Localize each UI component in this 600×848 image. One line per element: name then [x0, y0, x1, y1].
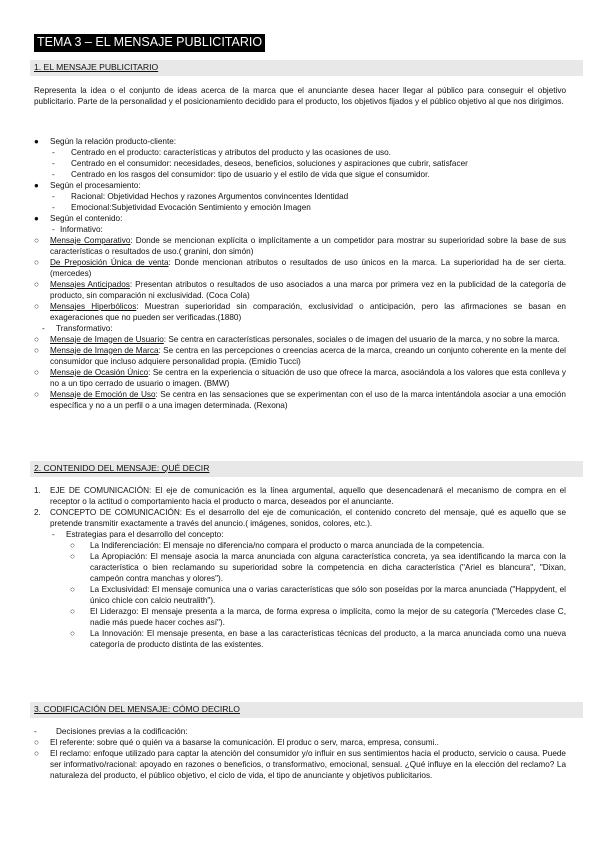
bullet-icon: ●: [34, 180, 39, 190]
list-item: - Centrado en el producto: características y atributos del producto y las ocasiones de uso.: [52, 147, 391, 157]
list-item: - Centrado en los rasgos del consumidor: tipo de usuario y el estilo de vida que sigue el consumidor.: [52, 169, 430, 179]
circle-bullet-icon: ○: [70, 551, 75, 561]
circle-bullet-icon: ○: [34, 257, 39, 267]
criteria-relacion: ● Según la relación producto-cliente:: [34, 137, 177, 146]
subheading-estrategias: - Estrategias para el desarrollo del concepto:: [52, 529, 224, 539]
dash-icon: -: [52, 202, 55, 212]
list-item: ○ De Preposición Única de venta: Donde mencionan atributos o resultados de uso únicos en la marca. La superioridad ha de ser cierta. (mercedes): [34, 257, 566, 278]
dash-icon: -: [52, 529, 55, 539]
list-item: ○ La Innovación: El mensaje presenta, en base a las características técnicas del producto, a la marca anunciada como una nueva categoría de producto distinta de las existentes.: [70, 628, 566, 649]
list-item: - Emocional:Subjetividad Evocación Sentimiento y emoción Imagen: [52, 202, 311, 212]
circle-bullet-icon: ○: [34, 345, 39, 355]
criteria-procesamiento: ● Según el procesamiento:: [34, 180, 141, 190]
list-item: ○ Mensaje de Imagen de Marca: Se centra en las percepciones o creencias acerca de la marca, creando un conjunto coherente en la mente del consumidor que incluso adquiere personalidad propia. (Emidio Tucci): [34, 345, 566, 366]
list-item: ○ Mensaje de Emoción de Uso: Se centra en las sensaciones que se experimentan con el uso de la marca intentándola asociar a una emoción específica y no a un perfil o a una imagen determinada. (Rexona): [34, 389, 566, 410]
section-3-heading: 3. CODIFICACIÓN DEL MENSAJE: CÓMO DECIRLO: [30, 702, 583, 718]
s2-content-list: [34, 486, 566, 651]
subheading-decisiones: - Decisiones previas a la codificación:: [34, 727, 188, 736]
list-item: ○ Mensaje de Imagen de Usuario: Se centra en características personales, sociales o de imagen del usuario de la marca, y no sobre la marca.: [34, 334, 560, 344]
list-item: ○ La Exclusividad: El mensaje comunica una o varias características que sólo son poseídas por la marca anunciada ("Happydent, el único chicle con calcio neutralith").: [70, 584, 566, 605]
subheading-informativo: - Informativo:: [52, 224, 103, 234]
list-item: - Centrado en el consumidor: necesidades, deseos, beneficios, soluciones y aspiraciones que cubrir, satisfacer: [52, 158, 468, 168]
circle-bullet-icon: ○: [70, 540, 75, 550]
section-1-heading: 1. EL MENSAJE PUBLICITARIO: [30, 60, 583, 76]
circle-bullet-icon: ○: [70, 628, 75, 638]
list-item: 1. EJE DE COMUNICACIÓN: El eje de comunicación es la línea argumental, aquello que desencadenará el mecanismo de compra en el receptor o la actitud o comportamiento hacia el producto o marca, deseados por el anunciante.: [34, 486, 566, 506]
list-item: ○ Mensajes Hiperbólicos: Muestran superioridad sin comparación, exclusividad o anticipación, pero las afirmaciones se basan en exageraciones que no pueden ser verificadas.(1880): [34, 301, 566, 322]
circle-bullet-icon: ○: [34, 748, 39, 758]
subheading-transformativo: - Transformativo:: [42, 323, 113, 333]
list-item: ○ El referente: sobre qué o quién va a basarse la comunicación. El produc o serv, marca, empresa, consumi..: [34, 737, 439, 747]
dash-icon: -: [52, 158, 55, 168]
list-item: ○ Mensaje de Ocasión Único: Se centra en la experiencia o situación de uso que ofrece la marca, asociándola a los valores que esta conlleva y no a un tipo cerrado de usuario o imagen. (BMW): [34, 367, 566, 388]
list-item: ○ El reclamo: enfoque utilizado para captar la atención del consumidor y/o influir en sus sentimientos hacia el producto, servicio o causa. Puede ser informativo/racional: apoyado en razones o beneficios, o transformativo, emocional, sensual. ¿Qué influye en la elección del reclamo? La naturaleza del producto, el público objetivo, el ciclo de vida, el tipo de anunciante y objetivos publicitarios.: [34, 748, 566, 780]
list-item: ○ Mensaje Comparativo: Donde se mencionan explícita o implícitamente a un competidor para mostrar su superioridad sobre la base de sus características o resultados de uso.( granini, don simón): [34, 235, 566, 256]
circle-bullet-icon: ○: [34, 235, 39, 245]
dash-icon: -: [52, 169, 55, 179]
document-title: TEMA 3 – EL MENSAJE PUBLICITARIO: [34, 34, 265, 52]
circle-bullet-icon: ○: [34, 301, 39, 311]
criteria-contenido: ● Según el contenido:: [34, 213, 123, 223]
list-item: ○ Mensajes Anticipados: Presentan atributos o resultados de uso asociados a una marca por primera vez en la publicidad de la categoría de producto, sin comparación ni exclusividad. (Coca Cola): [34, 279, 566, 300]
s1-criteria-list: [34, 137, 566, 412]
section-2-heading: 2. CONTENIDO DEL MENSAJE: QUÉ DECIR: [30, 461, 583, 477]
s1-intro: Representa la idea o el conjunto de ideas acerca de la marca que el anunciante desea hacer llegar al público para conseguir el objetivo publicitario. Parte de la personalidad y el posicionamiento decidido para el producto, los objetivos fijados y el público objetivo al que nos dirigimos.: [34, 86, 566, 106]
dash-icon: -: [52, 224, 55, 234]
list-item: - Racional: Objetividad Hechos y razones Argumentos convincentes Identidad: [52, 191, 349, 201]
circle-bullet-icon: ○: [70, 606, 75, 616]
circle-bullet-icon: ○: [34, 367, 39, 377]
circle-bullet-icon: ○: [34, 334, 39, 344]
bullet-icon: ●: [34, 213, 39, 223]
dash-icon: -: [52, 191, 55, 201]
circle-bullet-icon: ○: [34, 389, 39, 399]
s3-content-list: [34, 727, 566, 782]
dash-icon: -: [34, 727, 37, 736]
dash-icon: -: [42, 323, 45, 333]
list-item: ○ La Indiferenciación: El mensaje no diferencia/no compara el producto o marca anunciada de la competencia.: [70, 540, 485, 550]
list-item: 2. CONCEPTO DE COMUNICACIÓN: Es el desarrollo del eje de comunicación, el contenido concreto del mensaje, qué es aquello que se pretende transmitir exactamente a través del anuncio.( imágenes, sonidos, colores, etc.).: [34, 507, 566, 528]
bullet-icon: ●: [34, 137, 39, 146]
dash-icon: -: [52, 147, 55, 157]
circle-bullet-icon: ○: [34, 737, 39, 747]
circle-bullet-icon: ○: [34, 279, 39, 289]
list-item: ○ El Liderazgo: El mensaje presenta a la marca, de forma expresa o implícita, como la mejor de su categoría ("Mercedes clase C, nadie más puede hacer coches así").: [70, 606, 566, 627]
circle-bullet-icon: ○: [70, 584, 75, 594]
list-item: ○ La Apropiación: El mensaje asocia la marca anunciada con alguna característica concreta, ya sea identificando la marca con la característica o bien reclamando su superioridad sobre la competencia en dicha característica ("Ariel es blancura", "Dixan, campeón contra manchas y olores").: [70, 551, 566, 583]
